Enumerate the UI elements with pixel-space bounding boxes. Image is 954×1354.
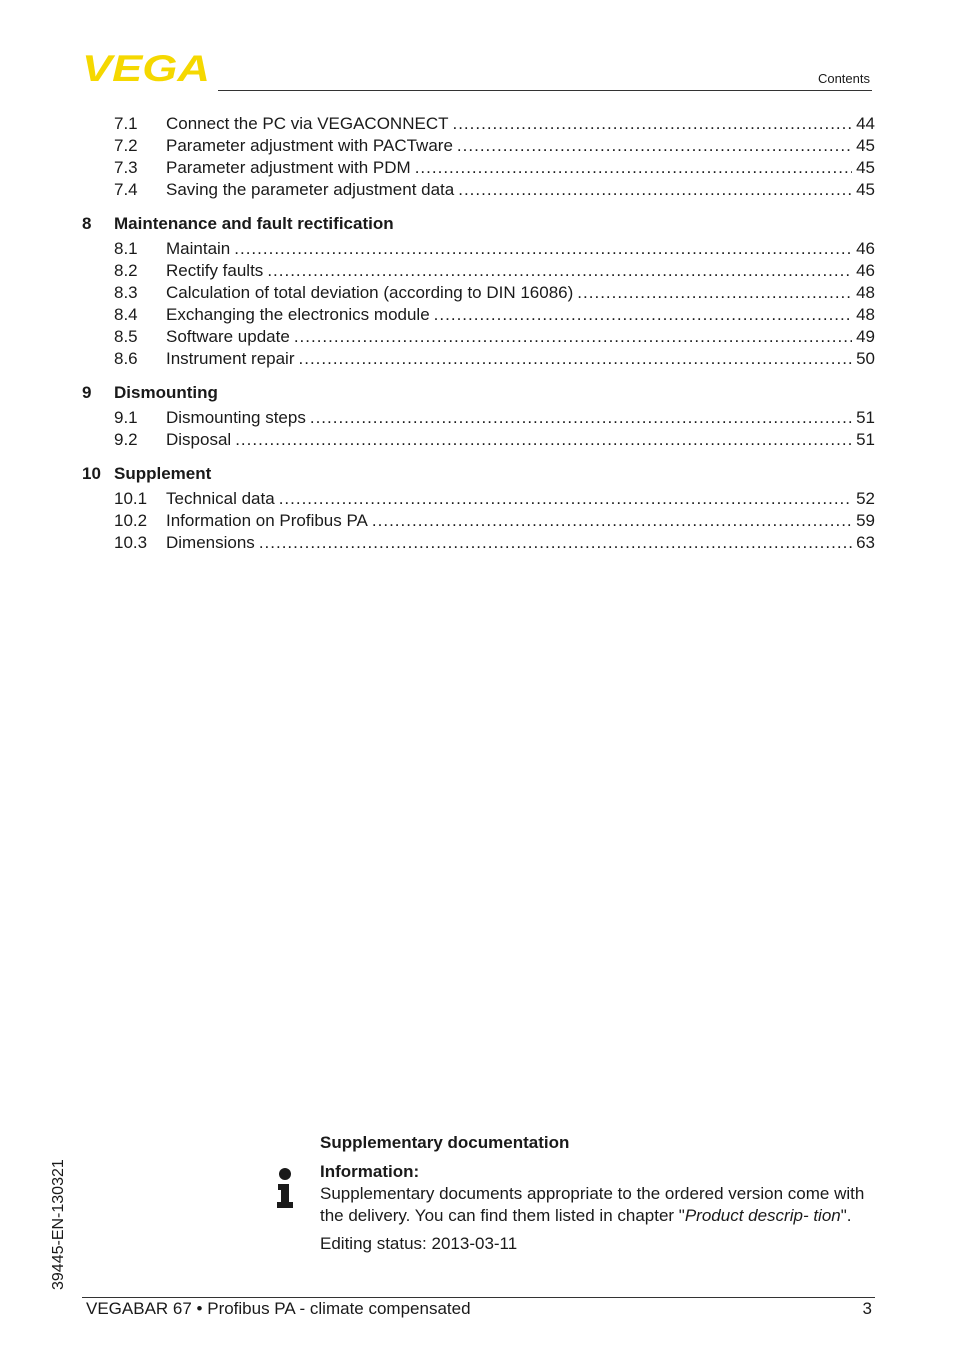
toc-dot-leader xyxy=(294,326,852,348)
toc-entry-page: 63 xyxy=(856,533,875,552)
footer-page-number: 3 xyxy=(862,1299,872,1318)
toc-dot-leader xyxy=(415,157,852,179)
toc-entry-title: Saving the parameter adjustment data xyxy=(166,180,455,199)
toc-entry[interactable] xyxy=(82,282,875,304)
toc-entry[interactable] xyxy=(82,532,875,554)
footer-rule xyxy=(82,1297,875,1298)
header-rule xyxy=(218,90,872,91)
toc-dot-leader xyxy=(577,282,852,304)
toc-entry-page: 52 xyxy=(856,489,875,508)
toc-pre-entries xyxy=(82,113,875,201)
toc-entry-title: Rectify faults xyxy=(166,261,264,280)
toc-entry-page: 46 xyxy=(856,261,875,280)
toc-entry-page: 51 xyxy=(856,430,875,449)
toc-entry-title: Parameter adjustment with PDM xyxy=(166,158,411,177)
toc-section-heading[interactable] xyxy=(82,463,875,485)
supplementary-heading: Supplementary documentation xyxy=(320,1133,570,1152)
toc-entry-page: 44 xyxy=(856,114,875,133)
toc-dot-leader xyxy=(235,429,852,451)
table-of-contents xyxy=(82,113,875,554)
information-heading: Information: xyxy=(320,1162,420,1181)
toc-entry-number: 7.1 xyxy=(114,114,138,133)
toc-entry-title: Dimensions xyxy=(166,533,255,552)
toc-entry-page: 46 xyxy=(856,239,875,258)
toc-entry-page: 51 xyxy=(856,408,875,427)
toc-sections xyxy=(82,213,875,554)
toc-section-title: Dismounting xyxy=(114,383,218,402)
information-text-part-2: ". xyxy=(840,1206,852,1225)
toc-entry-number: 10.3 xyxy=(114,533,148,552)
toc-entry-page: 45 xyxy=(856,180,875,199)
footer-product-title: VEGABAR 67 • Profibus PA - climate compensated xyxy=(86,1299,471,1318)
toc-section-title: Supplement xyxy=(114,464,212,483)
toc-dot-leader xyxy=(310,407,852,429)
toc-entry-title: Dismounting steps xyxy=(166,408,306,427)
toc-entry[interactable] xyxy=(82,113,875,135)
toc-entry[interactable] xyxy=(82,135,875,157)
toc-entry-number: 10.2 xyxy=(114,511,148,530)
toc-entry-page: 49 xyxy=(856,327,875,346)
vega-logo xyxy=(82,52,212,84)
toc-entry-title: Calculation of total deviation (according to DIN 16086) xyxy=(166,283,574,302)
toc-dot-leader xyxy=(452,113,852,135)
toc-entry-number: 8.6 xyxy=(114,349,138,368)
toc-entry[interactable] xyxy=(82,348,875,370)
toc-section-heading[interactable] xyxy=(82,213,875,235)
toc-section-title: Maintenance and fault rectification xyxy=(114,214,394,233)
toc-entry-number: 7.3 xyxy=(114,158,138,177)
toc-entry[interactable] xyxy=(82,488,875,510)
toc-entry-title: Software update xyxy=(166,327,290,346)
toc-section-number: 10 xyxy=(82,464,101,483)
toc-entry[interactable] xyxy=(82,407,875,429)
toc-dot-leader xyxy=(372,510,852,532)
toc-entry-page: 50 xyxy=(856,349,875,368)
toc-entry-title: Maintain xyxy=(166,239,231,258)
document-code: 39445-EN-130321 xyxy=(50,1159,67,1290)
toc-dot-leader xyxy=(234,238,852,260)
toc-dot-leader xyxy=(259,532,852,554)
toc-dot-leader xyxy=(457,135,852,157)
information-text xyxy=(320,1183,875,1227)
toc-entry[interactable] xyxy=(82,326,875,348)
toc-entry-number: 9.1 xyxy=(114,408,138,427)
toc-entry-page: 48 xyxy=(856,283,875,302)
toc-section-heading[interactable] xyxy=(82,382,875,404)
toc-dot-leader xyxy=(434,304,852,326)
toc-entry-title: Disposal xyxy=(166,430,232,449)
toc-entry-number: 7.4 xyxy=(114,180,138,199)
toc-entry-page: 45 xyxy=(856,136,875,155)
editing-status: Editing status: 2013-03-11 xyxy=(320,1234,518,1253)
toc-entry-number: 8.4 xyxy=(114,305,138,324)
toc-entry-number: 7.2 xyxy=(114,136,138,155)
toc-entry-page: 59 xyxy=(856,511,875,530)
toc-entry[interactable] xyxy=(82,260,875,282)
toc-entry-number: 8.1 xyxy=(114,239,138,258)
toc-entry-number: 8.2 xyxy=(114,261,138,280)
supplementary-documentation xyxy=(320,1132,875,1255)
toc-entry-title: Information on Profibus PA xyxy=(166,511,368,530)
toc-entry-number: 9.2 xyxy=(114,430,138,449)
toc-section-number: 9 xyxy=(82,383,92,402)
logo-text: VEGA xyxy=(82,52,210,84)
toc-entry-title: Exchanging the electronics module xyxy=(166,305,430,324)
information-text-italic: Product descrip- tion xyxy=(684,1206,841,1225)
toc-entry[interactable] xyxy=(82,238,875,260)
toc-entry-page: 45 xyxy=(856,158,875,177)
toc-entry-title: Connect the PC via VEGACONNECT xyxy=(166,114,449,133)
toc-dot-leader xyxy=(279,488,852,510)
toc-entry-page: 48 xyxy=(856,305,875,324)
toc-entry[interactable] xyxy=(82,157,875,179)
toc-section-number: 8 xyxy=(82,214,92,233)
toc-entry-title: Instrument repair xyxy=(166,349,295,368)
toc-entry-title: Parameter adjustment with PACTware xyxy=(166,136,453,155)
toc-dot-leader xyxy=(267,260,852,282)
toc-entry[interactable] xyxy=(82,304,875,326)
header-section-label: Contents xyxy=(817,71,870,86)
toc-entry-number: 10.1 xyxy=(114,489,148,508)
information-text-part-1: Supplementary documents appropriate to the ordered version come with the delivery. You can find them listed in chapter " xyxy=(320,1184,865,1225)
toc-entry-number: 8.5 xyxy=(114,327,138,346)
toc-entry[interactable] xyxy=(82,510,875,532)
toc-entry-number: 8.3 xyxy=(114,283,138,302)
toc-entry[interactable] xyxy=(82,429,875,451)
toc-dot-leader xyxy=(299,348,853,370)
toc-entry[interactable] xyxy=(82,179,875,201)
info-icon xyxy=(276,1168,294,1208)
toc-entry-title: Technical data xyxy=(166,489,275,508)
toc-dot-leader xyxy=(458,179,852,201)
